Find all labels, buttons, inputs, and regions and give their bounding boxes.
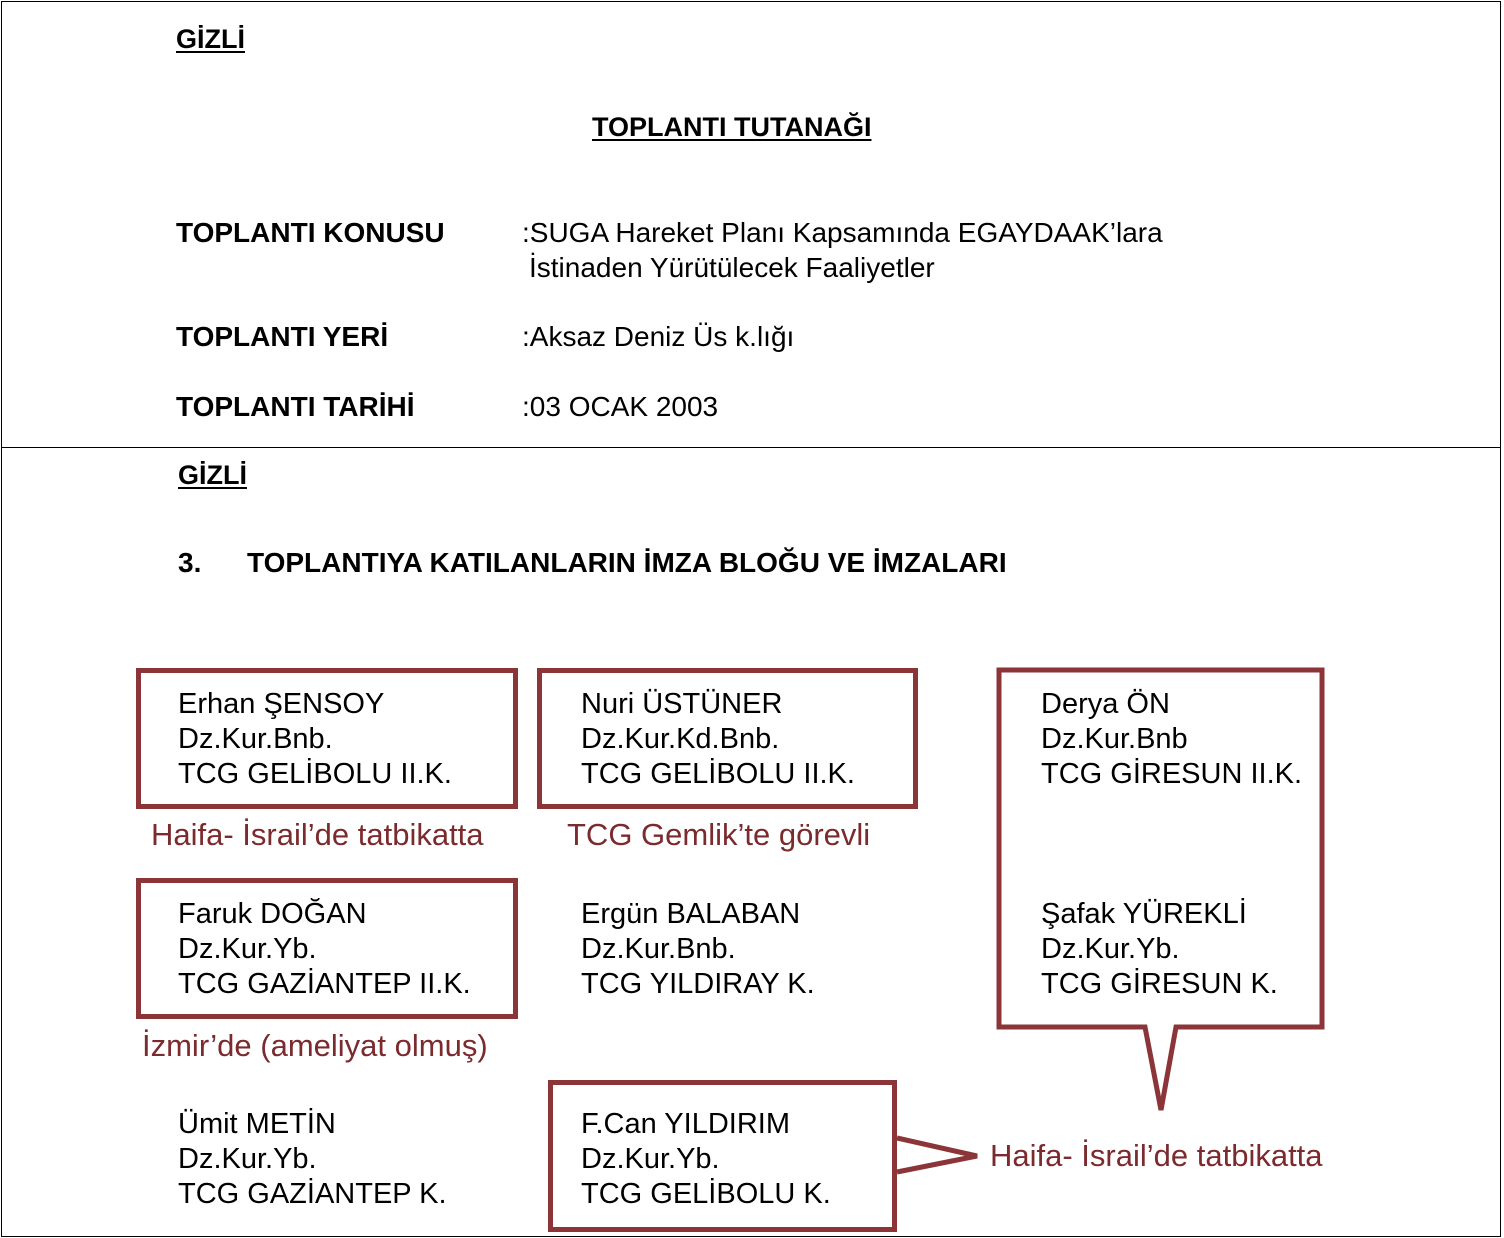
classification-top: GİZLİ — [176, 24, 245, 54]
participant-yildirim — [581, 1107, 831, 1212]
participant-ustuner — [581, 687, 855, 792]
participant-unit: TCG GAZİANTEP II.K. — [178, 968, 471, 1000]
topic-value-line2: İstinaden Yürütülecek Faaliyetler — [529, 252, 935, 283]
callout-pointer-yildirim — [897, 1138, 977, 1172]
participant-unit: TCG GELİBOLU II.K. — [178, 758, 452, 790]
section-number: 3. — [178, 547, 202, 578]
participant-unit: TCG GİRESUN II.K. — [1041, 758, 1303, 790]
participant-rank: Dz.Kur.Yb. — [178, 933, 317, 965]
participant-name: Erhan ŞENSOY — [178, 688, 385, 720]
participant-unit: TCG GAZİANTEP K. — [178, 1178, 447, 1210]
participant-balaban — [581, 897, 815, 1002]
classification-bottom: GİZLİ — [178, 460, 247, 490]
date-value: :03 OCAK 2003 — [522, 391, 719, 422]
participant-rank: Dz.Kur.Bnb. — [581, 933, 736, 965]
participant-name: Faruk DOĞAN — [178, 898, 367, 930]
participant-on — [1041, 687, 1302, 792]
participant-rank: Dz.Kur.Yb. — [178, 1143, 317, 1175]
annotation-haifa-sensoy: Haifa- İsrail’de tatbikatta — [151, 817, 484, 852]
participant-name: Ergün BALABAN — [581, 898, 801, 930]
participant-yurekli — [1041, 897, 1278, 1002]
participant-dogan — [178, 897, 471, 1002]
participant-sensoy — [178, 687, 452, 792]
participant-name: Şafak YÜREKLİ — [1041, 898, 1247, 930]
participant-name: Derya ÖN — [1041, 688, 1170, 720]
participant-rank: Dz.Kur.Yb. — [581, 1143, 720, 1175]
section-title: TOPLANTIYA KATILANLARIN İMZA BLOĞU VE İMZALARI — [247, 547, 1007, 578]
topic-label: TOPLANTI KONUSU — [176, 217, 445, 248]
place-value: :Aksaz Deniz Üs k.lığı — [522, 321, 795, 352]
participant-name: Ümit METİN — [178, 1108, 336, 1140]
participant-metin — [178, 1107, 447, 1212]
document-title: TOPLANTI TUTANAĞI — [592, 112, 872, 142]
annotation-gemlik-ustuner: TCG Gemlik’te görevli — [567, 817, 871, 852]
participant-name: F.Can YILDIRIM — [581, 1108, 790, 1140]
participant-rank: Dz.Kur.Kd.Bnb. — [581, 723, 780, 755]
participant-unit: TCG GİRESUN K. — [1041, 968, 1278, 1000]
annotation-haifa-yildirim-giresun: Haifa- İsrail’de tatbikatta — [990, 1138, 1323, 1173]
topic-value-line1: :SUGA Hareket Planı Kapsamında EGAYDAAK’lara — [522, 217, 1163, 248]
participant-name: Nuri ÜSTÜNER — [581, 688, 783, 720]
annotation-izmir-dogan: İzmir’de (ameliyat olmuş) — [142, 1028, 488, 1063]
participant-rank: Dz.Kur.Bnb. — [178, 723, 333, 755]
participant-unit: TCG YILDIRAY K. — [581, 968, 815, 1000]
participant-unit: TCG GELİBOLU K. — [581, 1178, 831, 1210]
date-label: TOPLANTI TARİHİ — [176, 391, 415, 422]
place-label: TOPLANTI YERİ — [176, 321, 389, 352]
participant-unit: TCG GELİBOLU II.K. — [581, 758, 855, 790]
participant-rank: Dz.Kur.Bnb — [1041, 723, 1188, 755]
participant-rank: Dz.Kur.Yb. — [1041, 933, 1180, 965]
